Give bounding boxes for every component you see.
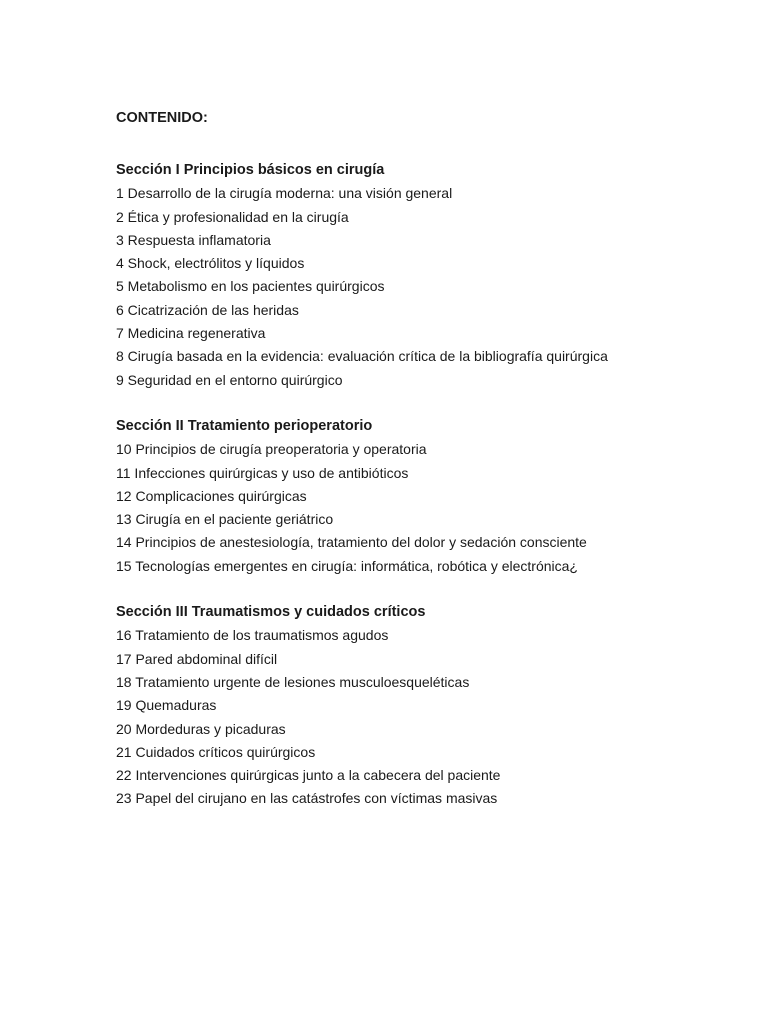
section-title: Sección II Tratamiento perioperatorio — [116, 417, 373, 434]
section-1 — [116, 159, 736, 392]
toc-entry: 21 Cuidados críticos quirúrgicos — [116, 743, 316, 760]
section-entries — [116, 624, 736, 810]
toc-entry: 1 Desarrollo de la cirugía moderna: una visión general — [116, 185, 453, 202]
toc-entry: 6 Cicatrización de las heridas — [116, 301, 299, 318]
toc-entry: 23 Papel del cirujano en las catástrofes con víctimas masivas — [116, 790, 498, 807]
contents-heading: CONTENIDO: — [116, 110, 208, 126]
toc-entry: 9 Seguridad en el entorno quirúrgico — [116, 371, 343, 388]
toc-entry: 17 Pared abdominal difícil — [116, 650, 278, 667]
toc-entry: 19 Quemaduras — [116, 697, 217, 714]
document-page — [116, 108, 736, 834]
toc-entry: 10 Principios de cirugía preoperatoria y operatoria — [116, 441, 427, 458]
section-2 — [116, 415, 736, 578]
toc-entry: 11 Infecciones quirúrgicas y uso de antibióticos — [116, 464, 409, 481]
toc-entry: 4 Shock, electrólitos y líquidos — [116, 255, 305, 272]
toc-entry: 14 Principios de anestesiología, tratamiento del dolor y sedación consciente — [116, 534, 587, 551]
toc-entry: 13 Cirugía en el paciente geriátrico — [116, 511, 334, 528]
toc-entry: 5 Metabolismo en los pacientes quirúrgicos — [116, 278, 385, 295]
section-entries — [116, 438, 736, 578]
section-entries — [116, 182, 736, 392]
section-title: Sección III Traumatismos y cuidados críticos — [116, 604, 426, 621]
toc-entry: 18 Tratamiento urgente de lesiones musculoesqueléticas — [116, 673, 470, 690]
toc-entry: 12 Complicaciones quirúrgicas — [116, 487, 307, 504]
toc-entry: 15 Tecnologías emergentes en cirugía: informática, robótica y electrónica¿ — [116, 557, 578, 574]
toc-entry: 22 Intervenciones quirúrgicas junto a la cabecera del paciente — [116, 767, 501, 784]
toc-entry: 16 Tratamiento de los traumatismos agudos — [116, 627, 389, 644]
section-3 — [116, 601, 736, 811]
section-title: Sección I Principios básicos en cirugía — [116, 162, 385, 178]
toc-entry: 2 Ética y profesionalidad en la cirugía — [116, 208, 349, 225]
toc-entry: 3 Respuesta inflamatoria — [116, 231, 271, 248]
toc-entry: 7 Medicina regenerativa — [116, 325, 266, 342]
toc-entry: 20 Mordeduras y picaduras — [116, 720, 286, 737]
toc-entry: 8 Cirugía basada en la evidencia: evaluación crítica de la bibliografía quirúrgica — [116, 348, 608, 365]
